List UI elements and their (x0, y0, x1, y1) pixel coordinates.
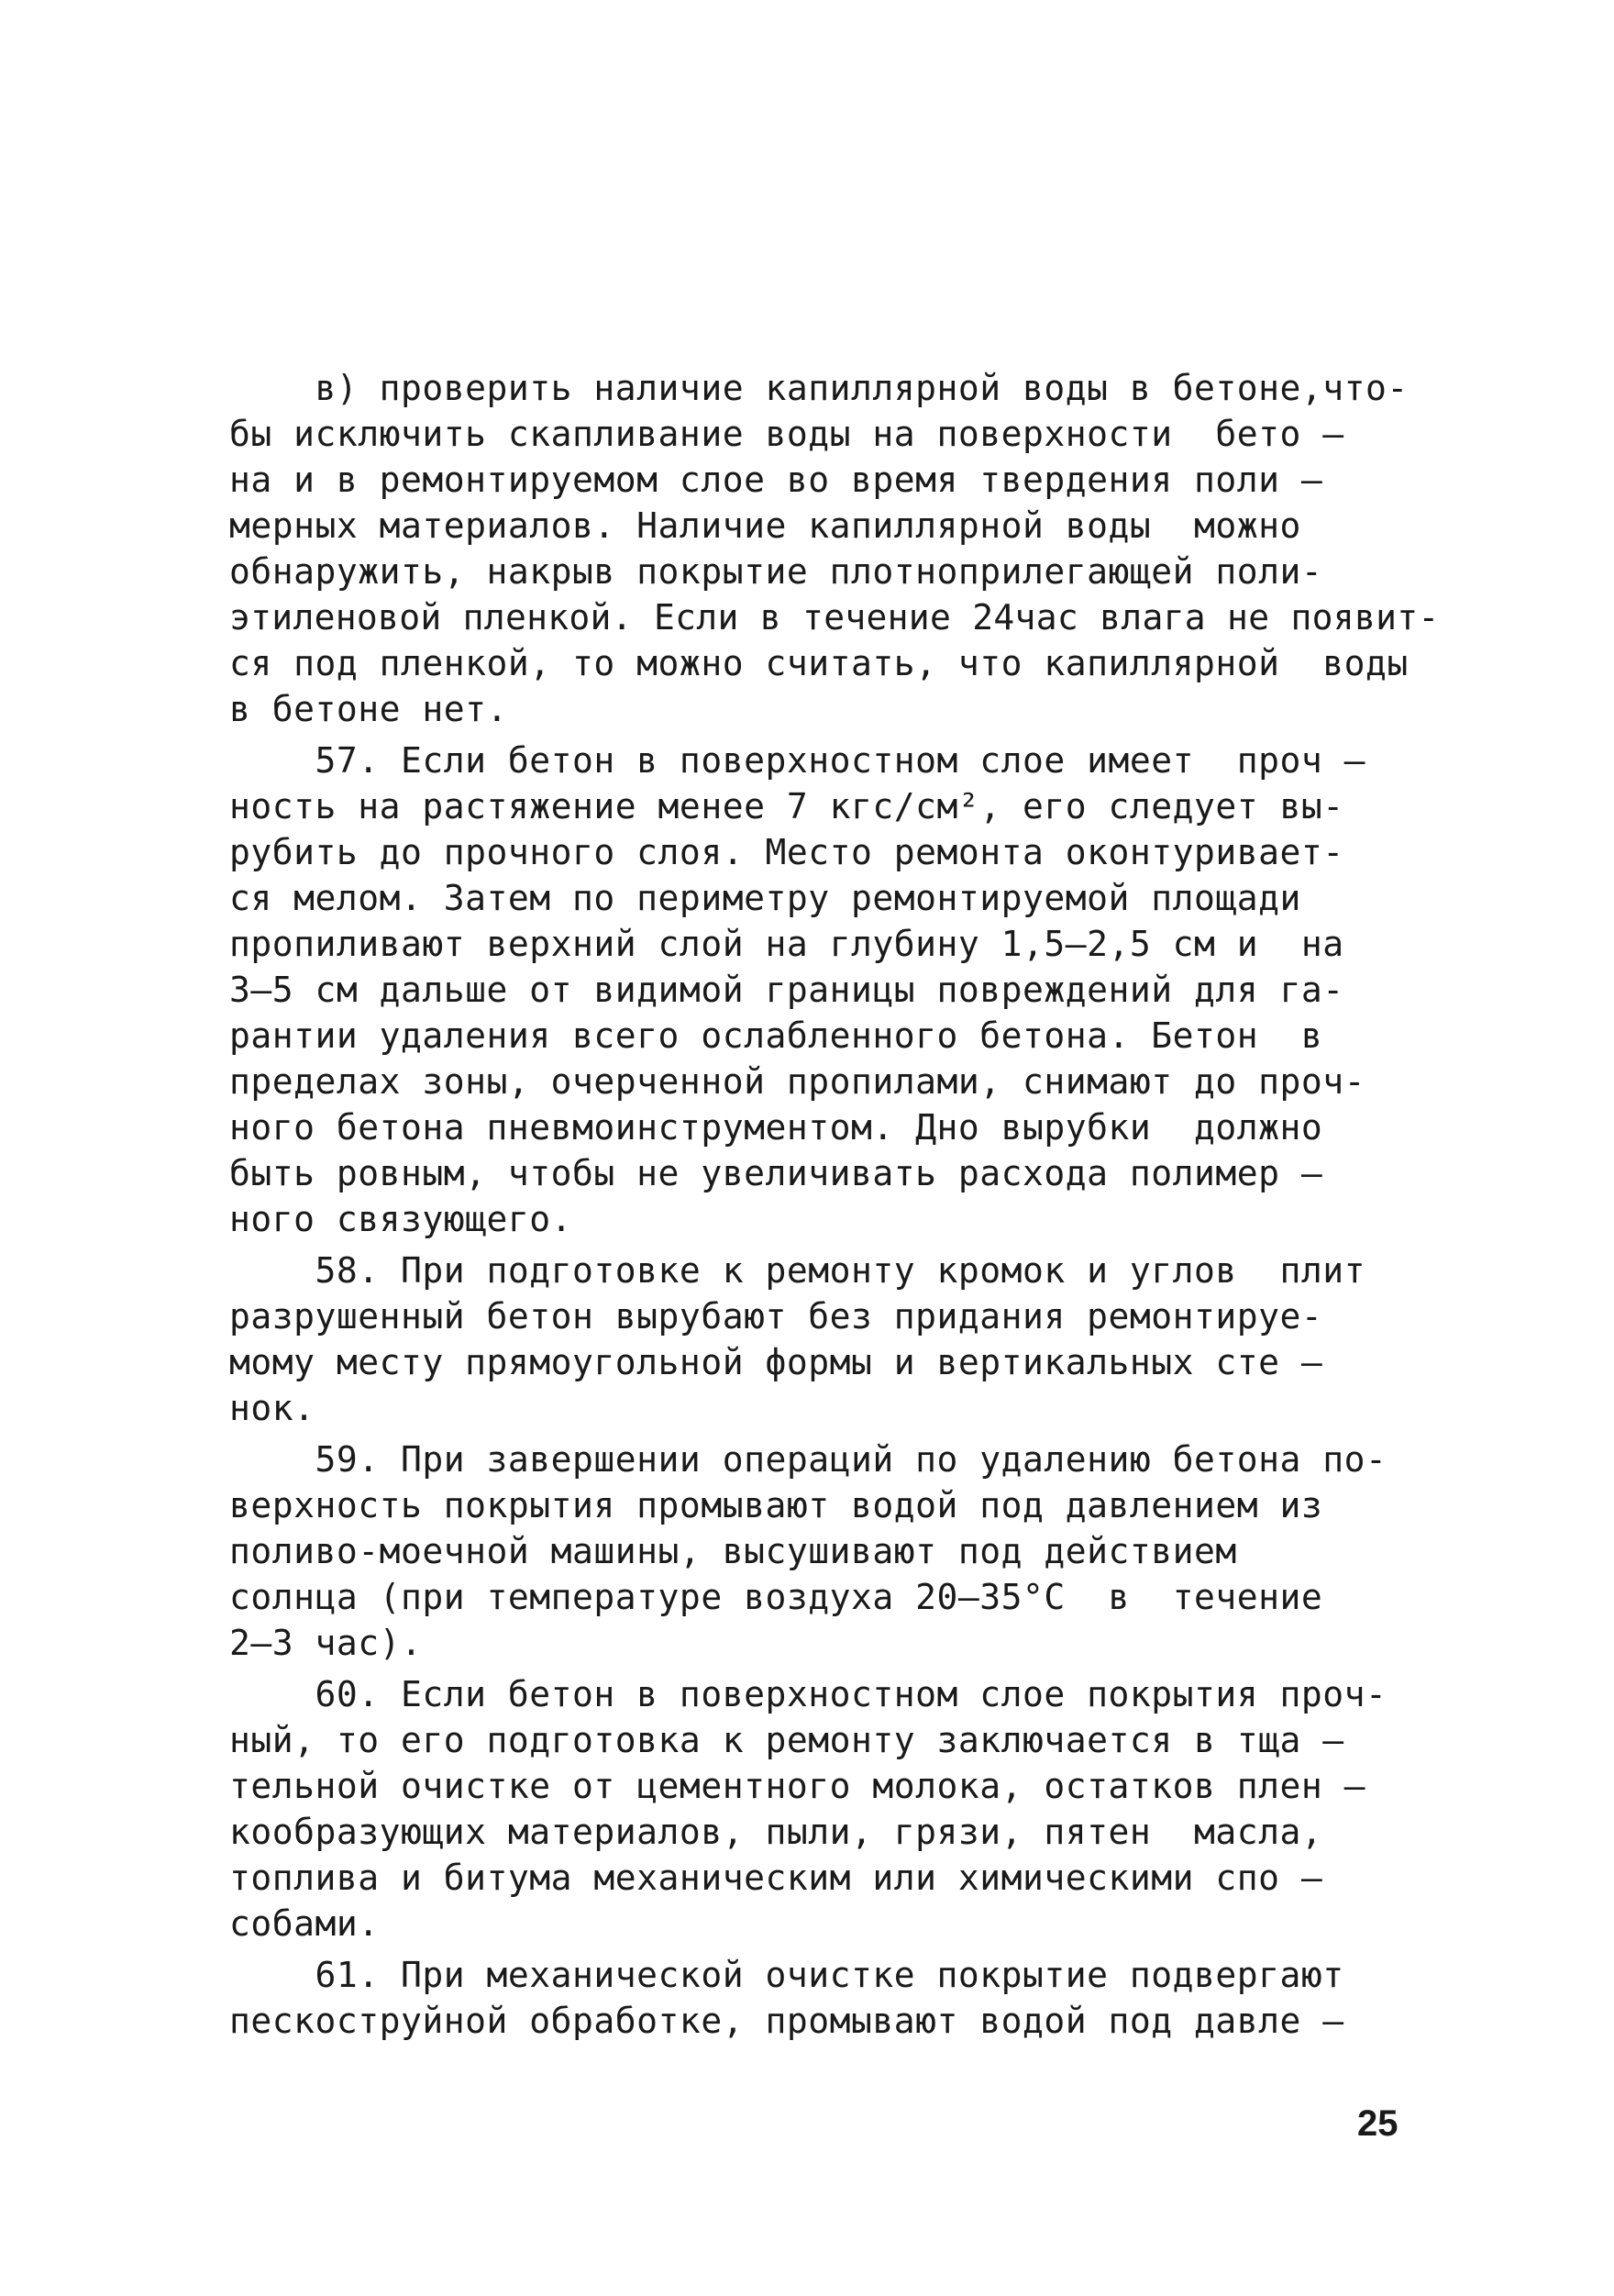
text-line: пределах зоны, очерченной пропилами, снимают до проч- (229, 1061, 1366, 1102)
text-line: топлива и битума механическим или химическими спо – (229, 1858, 1323, 1898)
text-line: ся мелом. Затем по периметру ремонтируемой площади (229, 878, 1301, 918)
text-line: тельной очистке от цементного молока, остатков плен – (229, 1766, 1366, 1806)
text-line: ность на растяжение менее 7 кгс/см², его следует вы- (229, 786, 1344, 826)
text-line: пескоструйной обработке, промывают водой под давле – (229, 2001, 1344, 2041)
text-line: обнаружить, накрыв покрытие плотноприлегающей поли- (229, 551, 1323, 592)
text-line: 61. При механической очистке покрытие подвергают (229, 1955, 1344, 1995)
text-line: 3–5 см дальше от видимой границы повреждений для га- (229, 970, 1344, 1010)
text-line: солнца (при температуре воздуха 20–35°С в течение (229, 1577, 1323, 1617)
text-line: ного бетона пневмоинструментом. Дно вырубки должно (229, 1107, 1323, 1148)
text-line: в) проверить наличие капиллярной воды в бетоне,что- (229, 368, 1409, 408)
text-line: нок. (229, 1388, 315, 1428)
text-line: на и в ремонтируемом слое во время твердения поли – (229, 460, 1323, 500)
text-line: этиленовой пленкой. Если в течение 24час влага не появит- (229, 597, 1440, 638)
text-line: быть ровным, чтобы не увеличивать расхода полимер – (229, 1153, 1323, 1193)
text-line: поливо-моечной машины, высушивают под действием (229, 1531, 1237, 1571)
text-line: рантии удаления всего ослабленного бетона. Бетон в (229, 1015, 1323, 1056)
text-line: пропиливают верхний слой на глубину 1,5–2,5 см и на (229, 924, 1344, 964)
text-line: верхность покрытия промывают водой под давлением из (229, 1485, 1323, 1525)
text-line: ный, то его подготовка к ремонту заключается в тща – (229, 1720, 1344, 1760)
text-line: 2–3 час). (229, 1623, 423, 1663)
text-line: 59. При завершении операций по удалению бетона по- (229, 1439, 1387, 1480)
text-line: ся под пленкой, то можно считать, что капиллярной воды (229, 643, 1409, 683)
text-line: 58. При подготовке к ремонту кромок и углов плит (229, 1250, 1366, 1291)
text-line: рубить до прочного слоя. Место ремонта оконтуривает- (229, 832, 1344, 872)
text-line: разрушенный бетон вырубают без придания ремонтируе- (229, 1296, 1323, 1337)
body-text (229, 365, 1440, 2044)
text-line: кообразующих материалов, пыли, грязи, пятен масла, (229, 1812, 1323, 1852)
text-line: 60. Если бетон в поверхностном слое покрытия проч- (229, 1674, 1387, 1714)
text-line: в бетоне нет. (229, 689, 508, 729)
text-line: собами. (229, 1903, 380, 1944)
text-line: 57. Если бетон в поверхностном слое имеет проч – (229, 740, 1366, 781)
text-line: мому месту прямоугольной формы и вертикальных сте – (229, 1342, 1323, 1382)
page-number: 25 (1357, 2103, 1398, 2144)
text-line: бы исключить скапливание воды на поверхности бето – (229, 414, 1344, 454)
text-line: ного связующего. (229, 1199, 573, 1239)
text-line: мерных материалов. Наличие капиллярной воды можно (229, 505, 1301, 546)
